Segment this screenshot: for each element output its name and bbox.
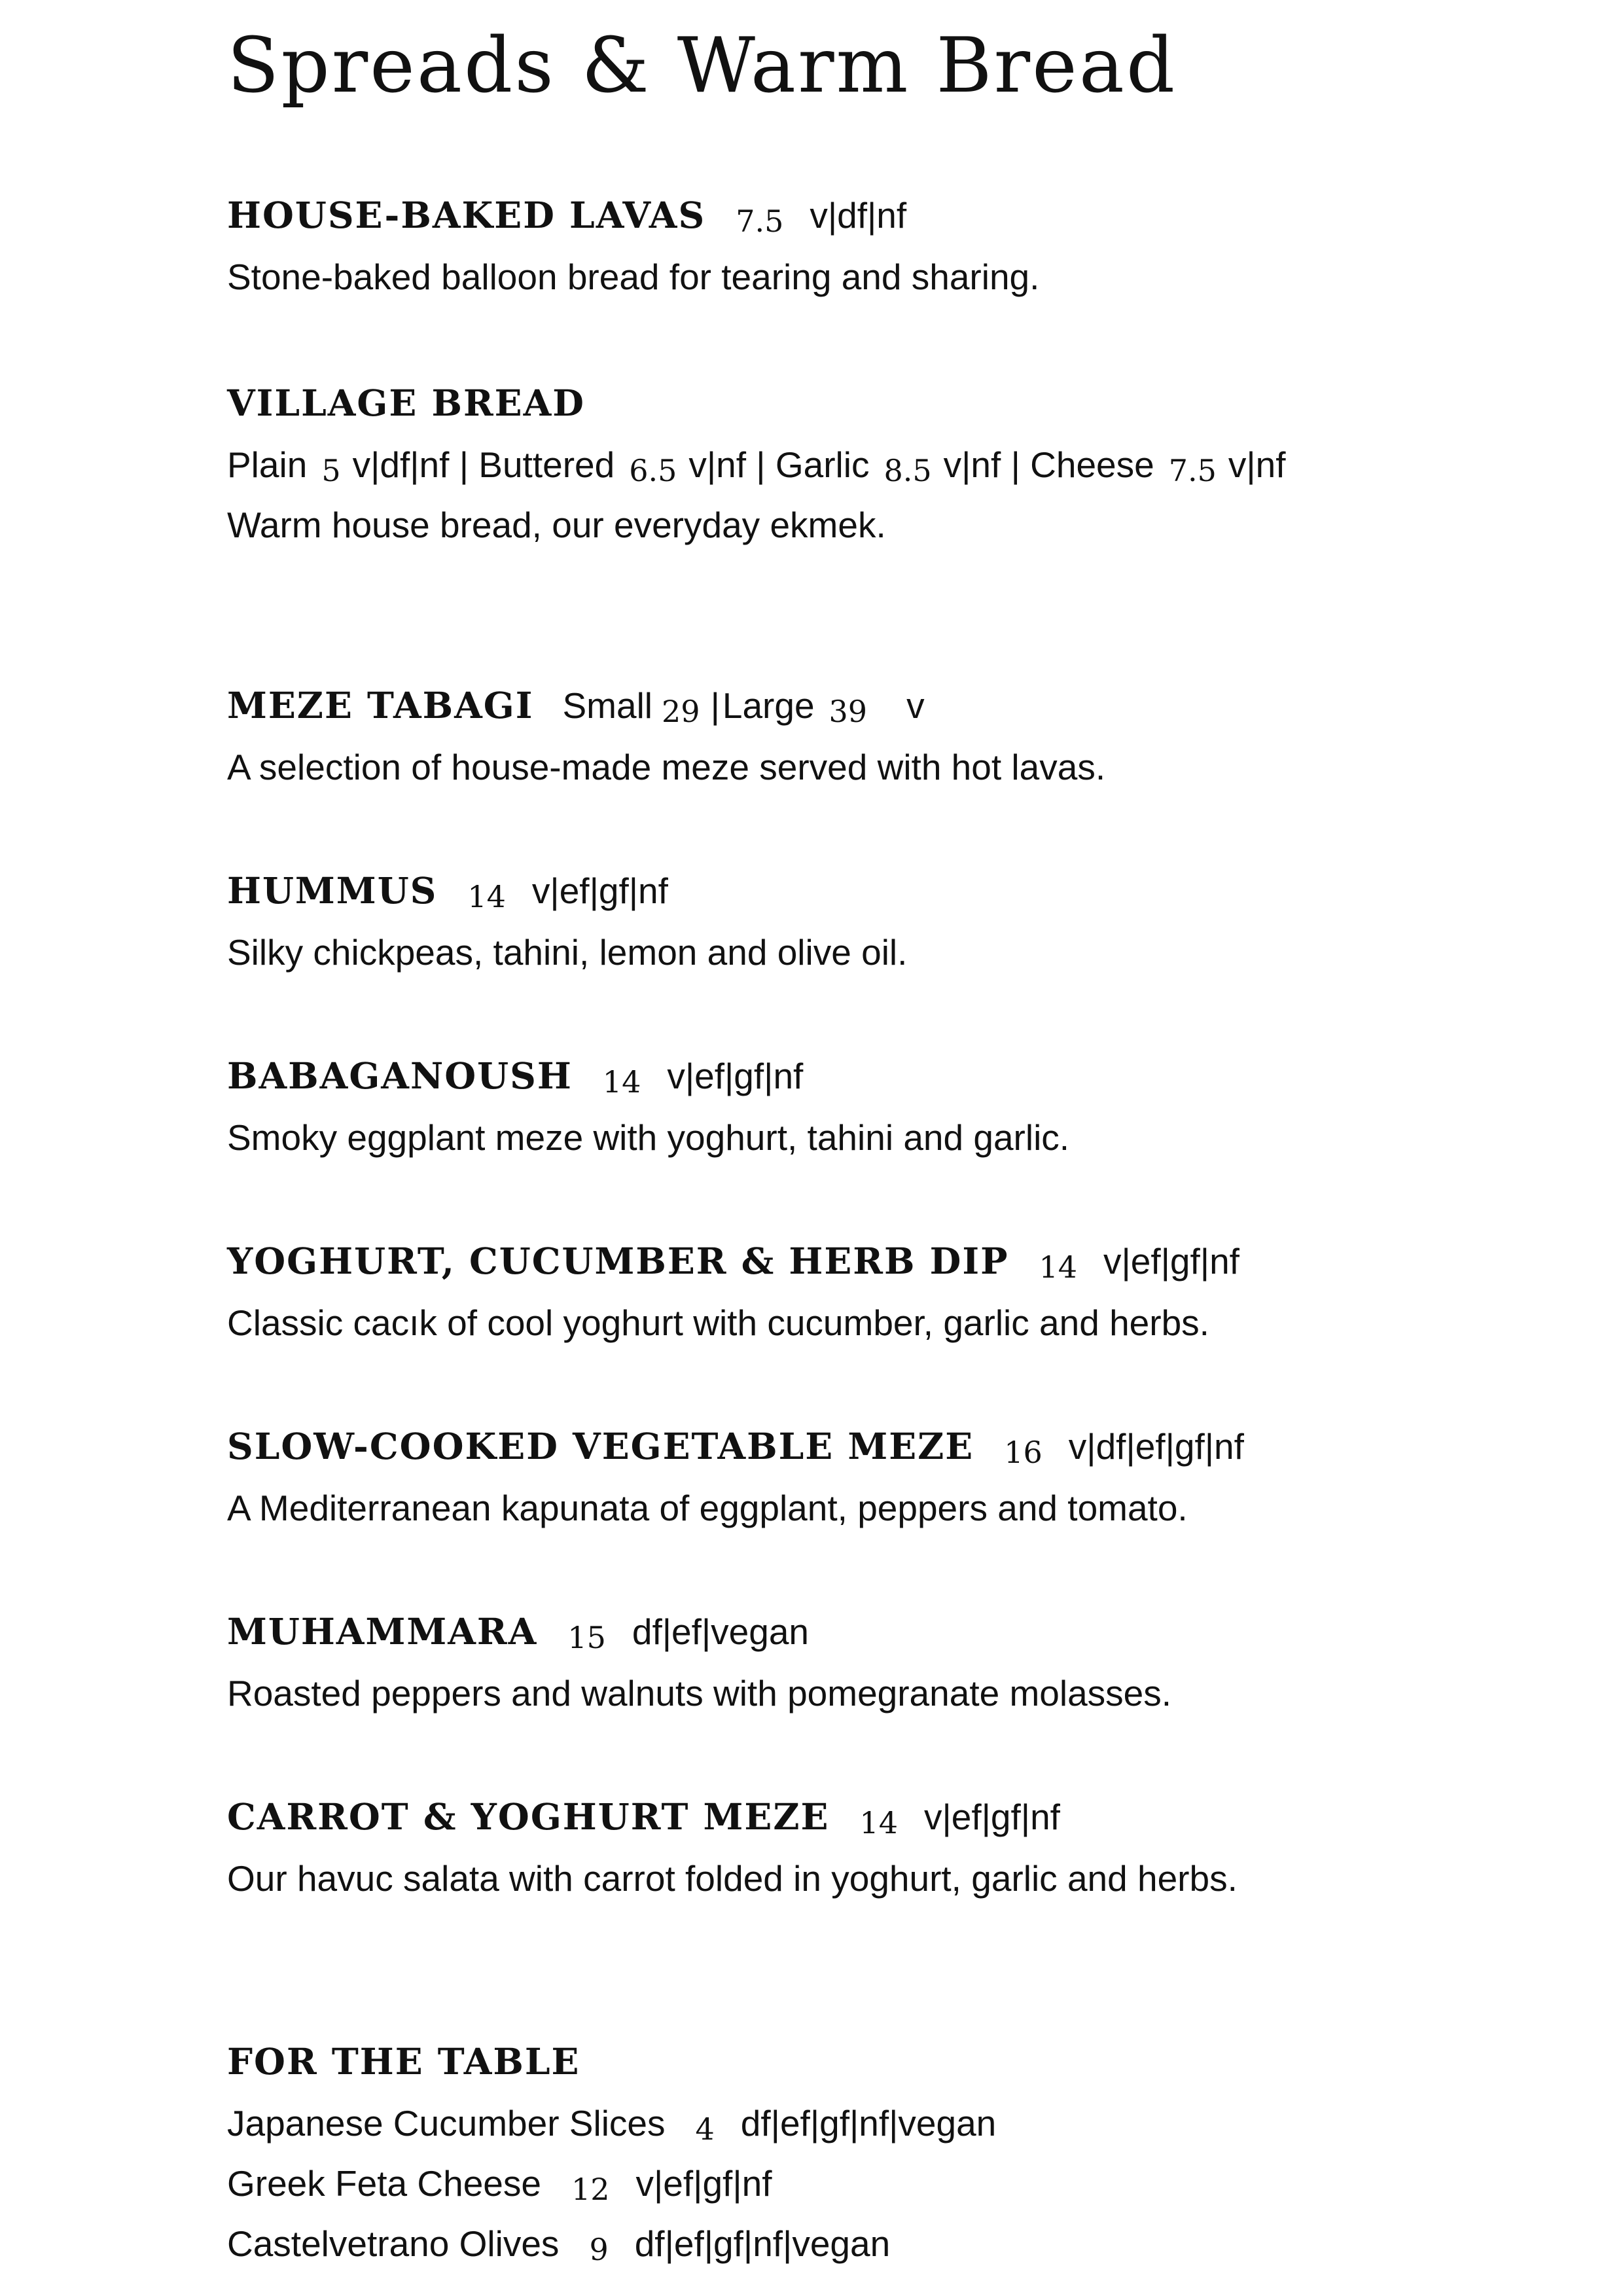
item-name: HUMMUS (227, 869, 438, 912)
option-buttered-label: Buttered (478, 444, 615, 485)
size-separator: | (710, 685, 720, 726)
item-price: 14 (1039, 1249, 1077, 1285)
table-item-label: Greek Feta Cheese (227, 2163, 541, 2204)
item-description: Classic cacık of cool yoghurt with cucumber, garlic and herbs. (227, 1302, 1209, 1343)
size-small-label: Small (562, 685, 653, 726)
size-small-price: 29 (662, 694, 700, 729)
option-cheese-price: 7.5 (1168, 453, 1217, 488)
menu-item-meze-tabagi (227, 683, 1523, 790)
item-price: 14 (602, 1064, 641, 1100)
item-dietary-tags: v|df|nf (810, 195, 907, 236)
item-name: CARROT & YOGHURT MEZE (227, 1795, 830, 1838)
village-bread-options (227, 442, 1523, 488)
page-title: Spreads & Warm Bread (227, 22, 1177, 110)
option-garlic-tags: v|nf (943, 444, 1001, 485)
item-name: SLOW-COOKED VEGETABLE MEZE (227, 1425, 974, 1467)
menu-item-carrot-meze (227, 1794, 1523, 1901)
menu-item-village-bread (227, 380, 1523, 548)
table-item-price: 12 (571, 2172, 610, 2207)
item-price: 15 (567, 1620, 606, 1655)
item-name: VILLAGE BREAD (227, 382, 585, 424)
option-cheese-label: Cheese (1030, 444, 1154, 485)
item-dietary-tags: v|df|ef|gf|nf (1068, 1426, 1244, 1467)
option-plain-tags: v|df|nf (352, 444, 450, 485)
item-description: Smoky eggplant meze with yoghurt, tahini and garlic. (227, 1117, 1070, 1158)
menu-item-vegetable-meze (227, 1424, 1523, 1531)
table-item-tags: df|ef|gf|nf|vegan (740, 2103, 997, 2144)
table-item-price: 4 (695, 2111, 715, 2147)
option-buttered-price: 6.5 (629, 453, 677, 488)
menu-item-hummus (227, 868, 1523, 975)
item-dietary-tags: v (906, 685, 925, 726)
item-dietary-tags: v|ef|gf|nf (1103, 1241, 1240, 1282)
option-separator: | (459, 444, 469, 485)
table-item (227, 2161, 1523, 2206)
menu-item-yoghurt-dip (227, 1238, 1523, 1346)
item-name: HOUSE-BAKED LAVAS (227, 194, 706, 236)
item-dietary-tags: v|ef|gf|nf (923, 1797, 1060, 1837)
size-large-price: 39 (829, 694, 868, 729)
option-buttered-tags: v|nf (688, 444, 746, 485)
table-item-label: Japanese Cucumber Slices (227, 2103, 666, 2144)
section-name: FOR THE TABLE (227, 2040, 580, 2083)
size-large-label: Large (722, 685, 815, 726)
item-dietary-tags: v|ef|gf|nf (531, 870, 668, 911)
menu-item-lavas (227, 192, 1523, 300)
item-dietary-tags: v|ef|gf|nf (667, 1056, 804, 1096)
table-item-price: 9 (589, 2232, 609, 2267)
menu-section-for-the-table (227, 2039, 1523, 2267)
menu-page (227, 22, 1523, 2267)
option-plain-price: 5 (321, 453, 341, 488)
item-name: MUHAMMARA (227, 1610, 538, 1653)
item-price: 14 (467, 879, 506, 914)
item-price: 7.5 (736, 204, 784, 239)
item-name: BABAGANOUSH (227, 1054, 573, 1097)
item-description: Stone-baked balloon bread for tearing and sharing. (227, 257, 1040, 297)
table-item-tags: v|ef|gf|nf (635, 2163, 772, 2204)
item-description: Warm house bread, our everyday ekmek. (227, 505, 886, 545)
option-garlic-price: 8.5 (883, 453, 932, 488)
item-description: Silky chickpeas, tahini, lemon and olive oil. (227, 932, 908, 973)
table-item-tags: df|ef|gf|nf|vegan (634, 2223, 891, 2264)
item-description: A Mediterranean kapunata of eggplant, peppers and tomato. (227, 1488, 1188, 1528)
option-separator: | (1010, 444, 1020, 485)
option-cheese-tags: v|nf (1228, 444, 1286, 485)
item-name: MEZE TABAGI (227, 684, 534, 726)
item-description: A selection of house-made meze served with hot lavas. (227, 747, 1106, 787)
table-item-label: Castelvetrano Olives (227, 2223, 560, 2264)
option-garlic-label: Garlic (775, 444, 870, 485)
item-price: 16 (1004, 1435, 1043, 1470)
item-dietary-tags: df|ef|vegan (632, 1611, 810, 1652)
menu-item-babaganoush (227, 1053, 1523, 1160)
item-description: Our havuc salata with carrot folded in yoghurt, garlic and herbs. (227, 1858, 1238, 1899)
item-description: Roasted peppers and walnuts with pomegranate molasses. (227, 1673, 1172, 1713)
option-separator: | (756, 444, 766, 485)
item-price: 14 (859, 1805, 898, 1840)
option-plain-label: Plain (227, 444, 308, 485)
table-item (227, 2100, 1523, 2146)
table-item (227, 2221, 1523, 2267)
item-name: YOGHURT, CUCUMBER & HERB DIP (227, 1240, 1009, 1282)
menu-item-muhammara (227, 1609, 1523, 1716)
